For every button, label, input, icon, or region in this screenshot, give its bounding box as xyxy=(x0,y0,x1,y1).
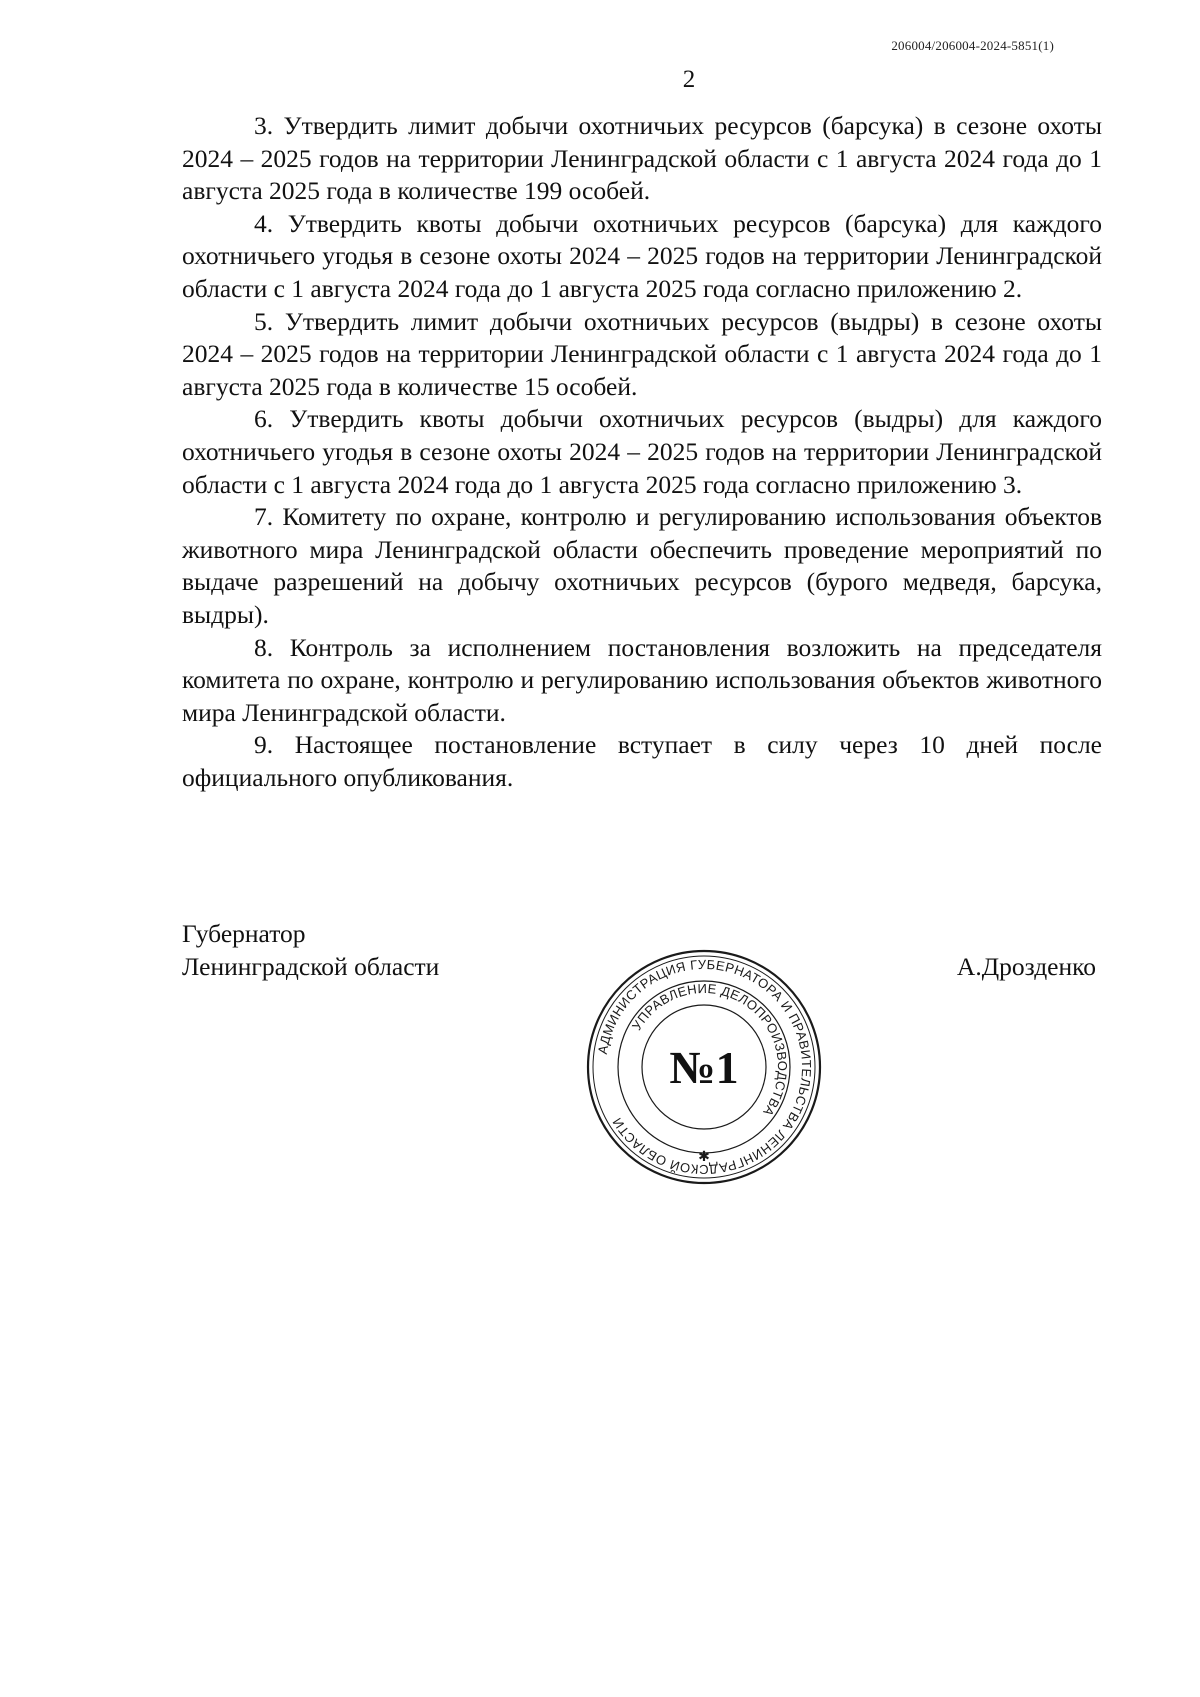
paragraph-7: 7. Комитету по охране, контролю и регулированию использования объектов животного мира Ленинградской области обеспечить проведение мероприятий по выдаче разрешений на добычу охотничьих ресурсов (бурого медведя, барсука, выдры). xyxy=(182,502,1102,629)
official-seal-stamp xyxy=(584,947,824,1187)
signatory-title: Губернатор xyxy=(182,919,306,948)
paragraph-4: 4. Утвердить квоты добычи охотничьих ресурсов (барсука) для каждого охотничьего угодья в сезоне охоты 2024 – 2025 годов на территории Ленинградской области с 1 августа 2024 года до 1 августа 2025 года согласно приложению 2. xyxy=(182,208,1102,303)
document-registration-number: 206004/206004-2024-5851(1) xyxy=(891,38,1054,53)
signatory-position xyxy=(182,917,439,983)
seal-star-icon: ✱ xyxy=(698,1150,710,1165)
paragraph-5: 5. Утвердить лимит добычи охотничьих ресурсов (выдры) в сезоне охоты 2024 – 2025 годов на территории Ленинградской области с 1 августа 2024 года до 1 августа 2025 года в количестве 15 особей. xyxy=(182,306,1102,401)
signatory-name: А.Дрозденко xyxy=(956,952,1096,981)
signatory-region: Ленинградской области xyxy=(182,952,440,981)
seal-graphic xyxy=(584,947,824,1187)
paragraph-9: 9. Настоящее постановление вступает в силу через 10 дней после официального опубликования. xyxy=(182,730,1102,792)
seal-number: №1 xyxy=(669,1042,739,1093)
page-number: 2 xyxy=(682,66,696,93)
paragraph-3: 3. Утвердить лимит добычи охотничьих ресурсов (барсука) в сезоне охоты 2024 – 2025 годов на территории Ленинградской области с 1 августа 2024 года до 1 августа 2025 года в количестве 199 особей. xyxy=(182,111,1102,206)
paragraph-6: 6. Утвердить квоты добычи охотничьих ресурсов (выдры) для каждого охотничьего угодья в сезоне охоты 2024 – 2025 годов на территории Ленинградской области с 1 августа 2024 года до 1 августа 2025 года согласно приложению 3. xyxy=(182,404,1102,499)
paragraph-8: 8. Контроль за исполнением постановления возложить на председателя комитета по охране, контролю и регулированию использования объектов животного мира Ленинградской области. xyxy=(182,632,1102,727)
seal-inner-text: УПРАВЛЕНИЕ ДЕЛОПРОИЗВОДСТВА xyxy=(628,980,791,1120)
document-body xyxy=(182,110,1102,794)
seal-outer-text: АДМИНИСТРАЦИЯ ГУБЕРНАТОРА И ПРАВИТЕЛЬСТВА ЛЕНИНГРАДСКОЙ ОБЛАСТИ xyxy=(594,956,815,1178)
